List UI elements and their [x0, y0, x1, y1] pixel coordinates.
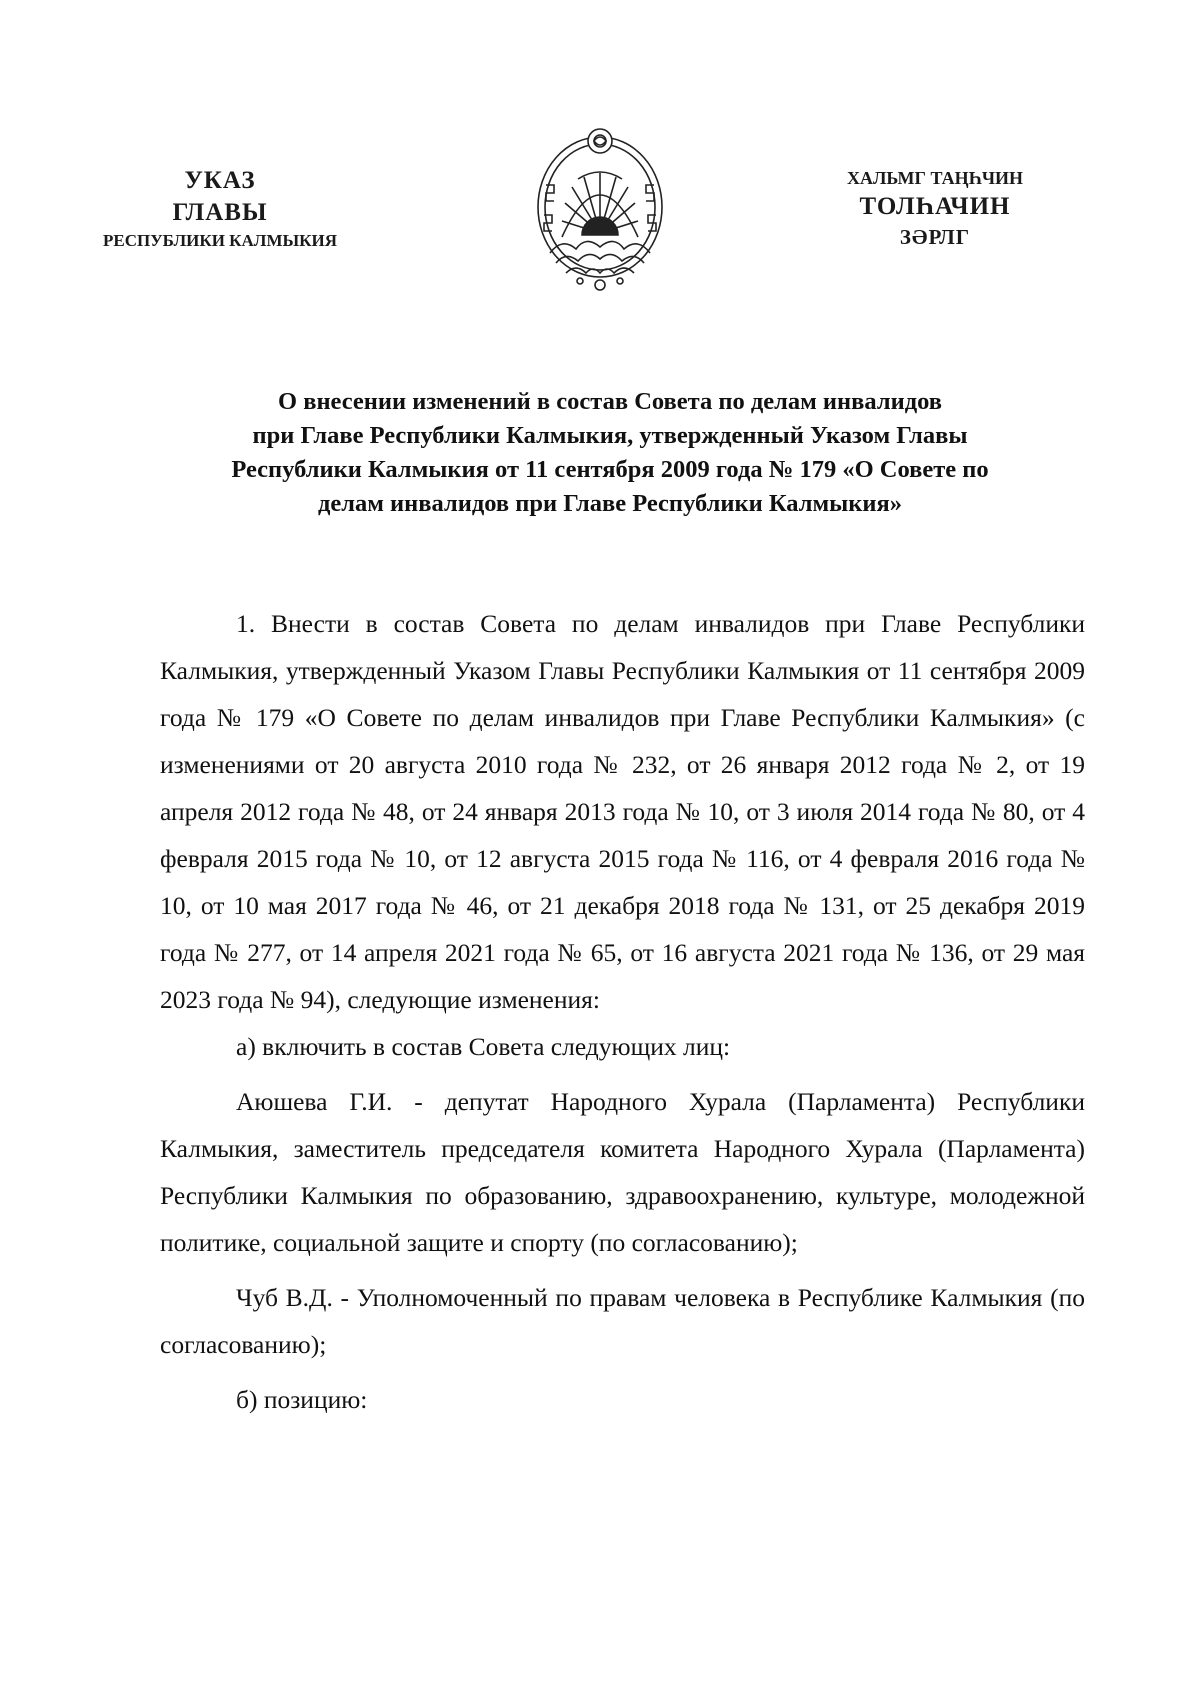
title-line: Республики Калмыкия от 11 сентября 2009 года № 179 «О Совете по [231, 456, 989, 483]
paragraph-1: 1. Внести в состав Совета по делам инвалидов при Главе Республики Калмыкия, утвержденный Указом Главы Республики Калмыкия от 11 сентября 2009 года № 179 «О Совете по делам инвалидов при Главе Республики Калмыкия» (с изменениями от 20 августа 2010 года № 232, от 26 января 2012 года № 2, от 19 апреля 2012 года № 48, от 24 января 2013 года № 10, от 3 июля 2014 года № 80, от 4 февраля 2015 года № 10, от 12 августа 2015 года № 116, от 4 февраля 2016 года № 10, от 10 мая 2017 года № 46, от 21 декабря 2018 года № 131, от 25 декабря 2019 года № 277, от 14 апреля 2021 года № 65, от 16 августа 2021 года № 136, от 29 мая 2023 года № 94), следующие изменения: [160, 609, 1085, 1014]
paragraph-ayusheva: Аюшева Г.И. - депутат Народного Хурала (Парламента) Республики Калмыкия, заместитель председателя комитета Народного Хурала (Парламента) Республики Калмыкия по образованию, здравоохранению, культуре, молодежной политике, социальной защите и спорту (по согласованию); [160, 1087, 1085, 1257]
paragraph-a: а) включить в состав Совета следующих лиц: [236, 1032, 731, 1061]
header-right-kalmyk [810, 165, 1060, 251]
title-line: О внесении изменений в состав Совета по делам инвалидов [278, 388, 942, 415]
header-right-line-2: ТОЛҺАЧИН [859, 193, 1011, 220]
paragraph-b: б) позицию: [236, 1385, 368, 1414]
coat-of-arms-emblem [520, 125, 680, 295]
header-left-line-1: УКАЗ [184, 167, 256, 194]
header-left-line-3: РЕСПУБЛИКИ КАЛМЫКИЯ [102, 231, 338, 250]
header-left-line-2: ГЛАВЫ [172, 199, 268, 226]
header-left-russian [70, 165, 370, 253]
header-right-line-1: ХАЛЬМГ ТАҢҺЧИН [846, 168, 1024, 188]
decree-title [150, 385, 1070, 521]
paragraph-chub: Чуб В.Д. - Уполномоченный по правам человека в Республике Калмыкия (по согласованию); [160, 1283, 1085, 1359]
title-line: при Главе Республики Калмыкия, утвержденный Указом Главы [252, 422, 968, 449]
title-line: делам инвалидов при Главе Республики Калмыкия» [317, 490, 903, 517]
header-right-line-3: ЗӘРЛГ [899, 225, 971, 249]
decree-body [160, 600, 1085, 1423]
